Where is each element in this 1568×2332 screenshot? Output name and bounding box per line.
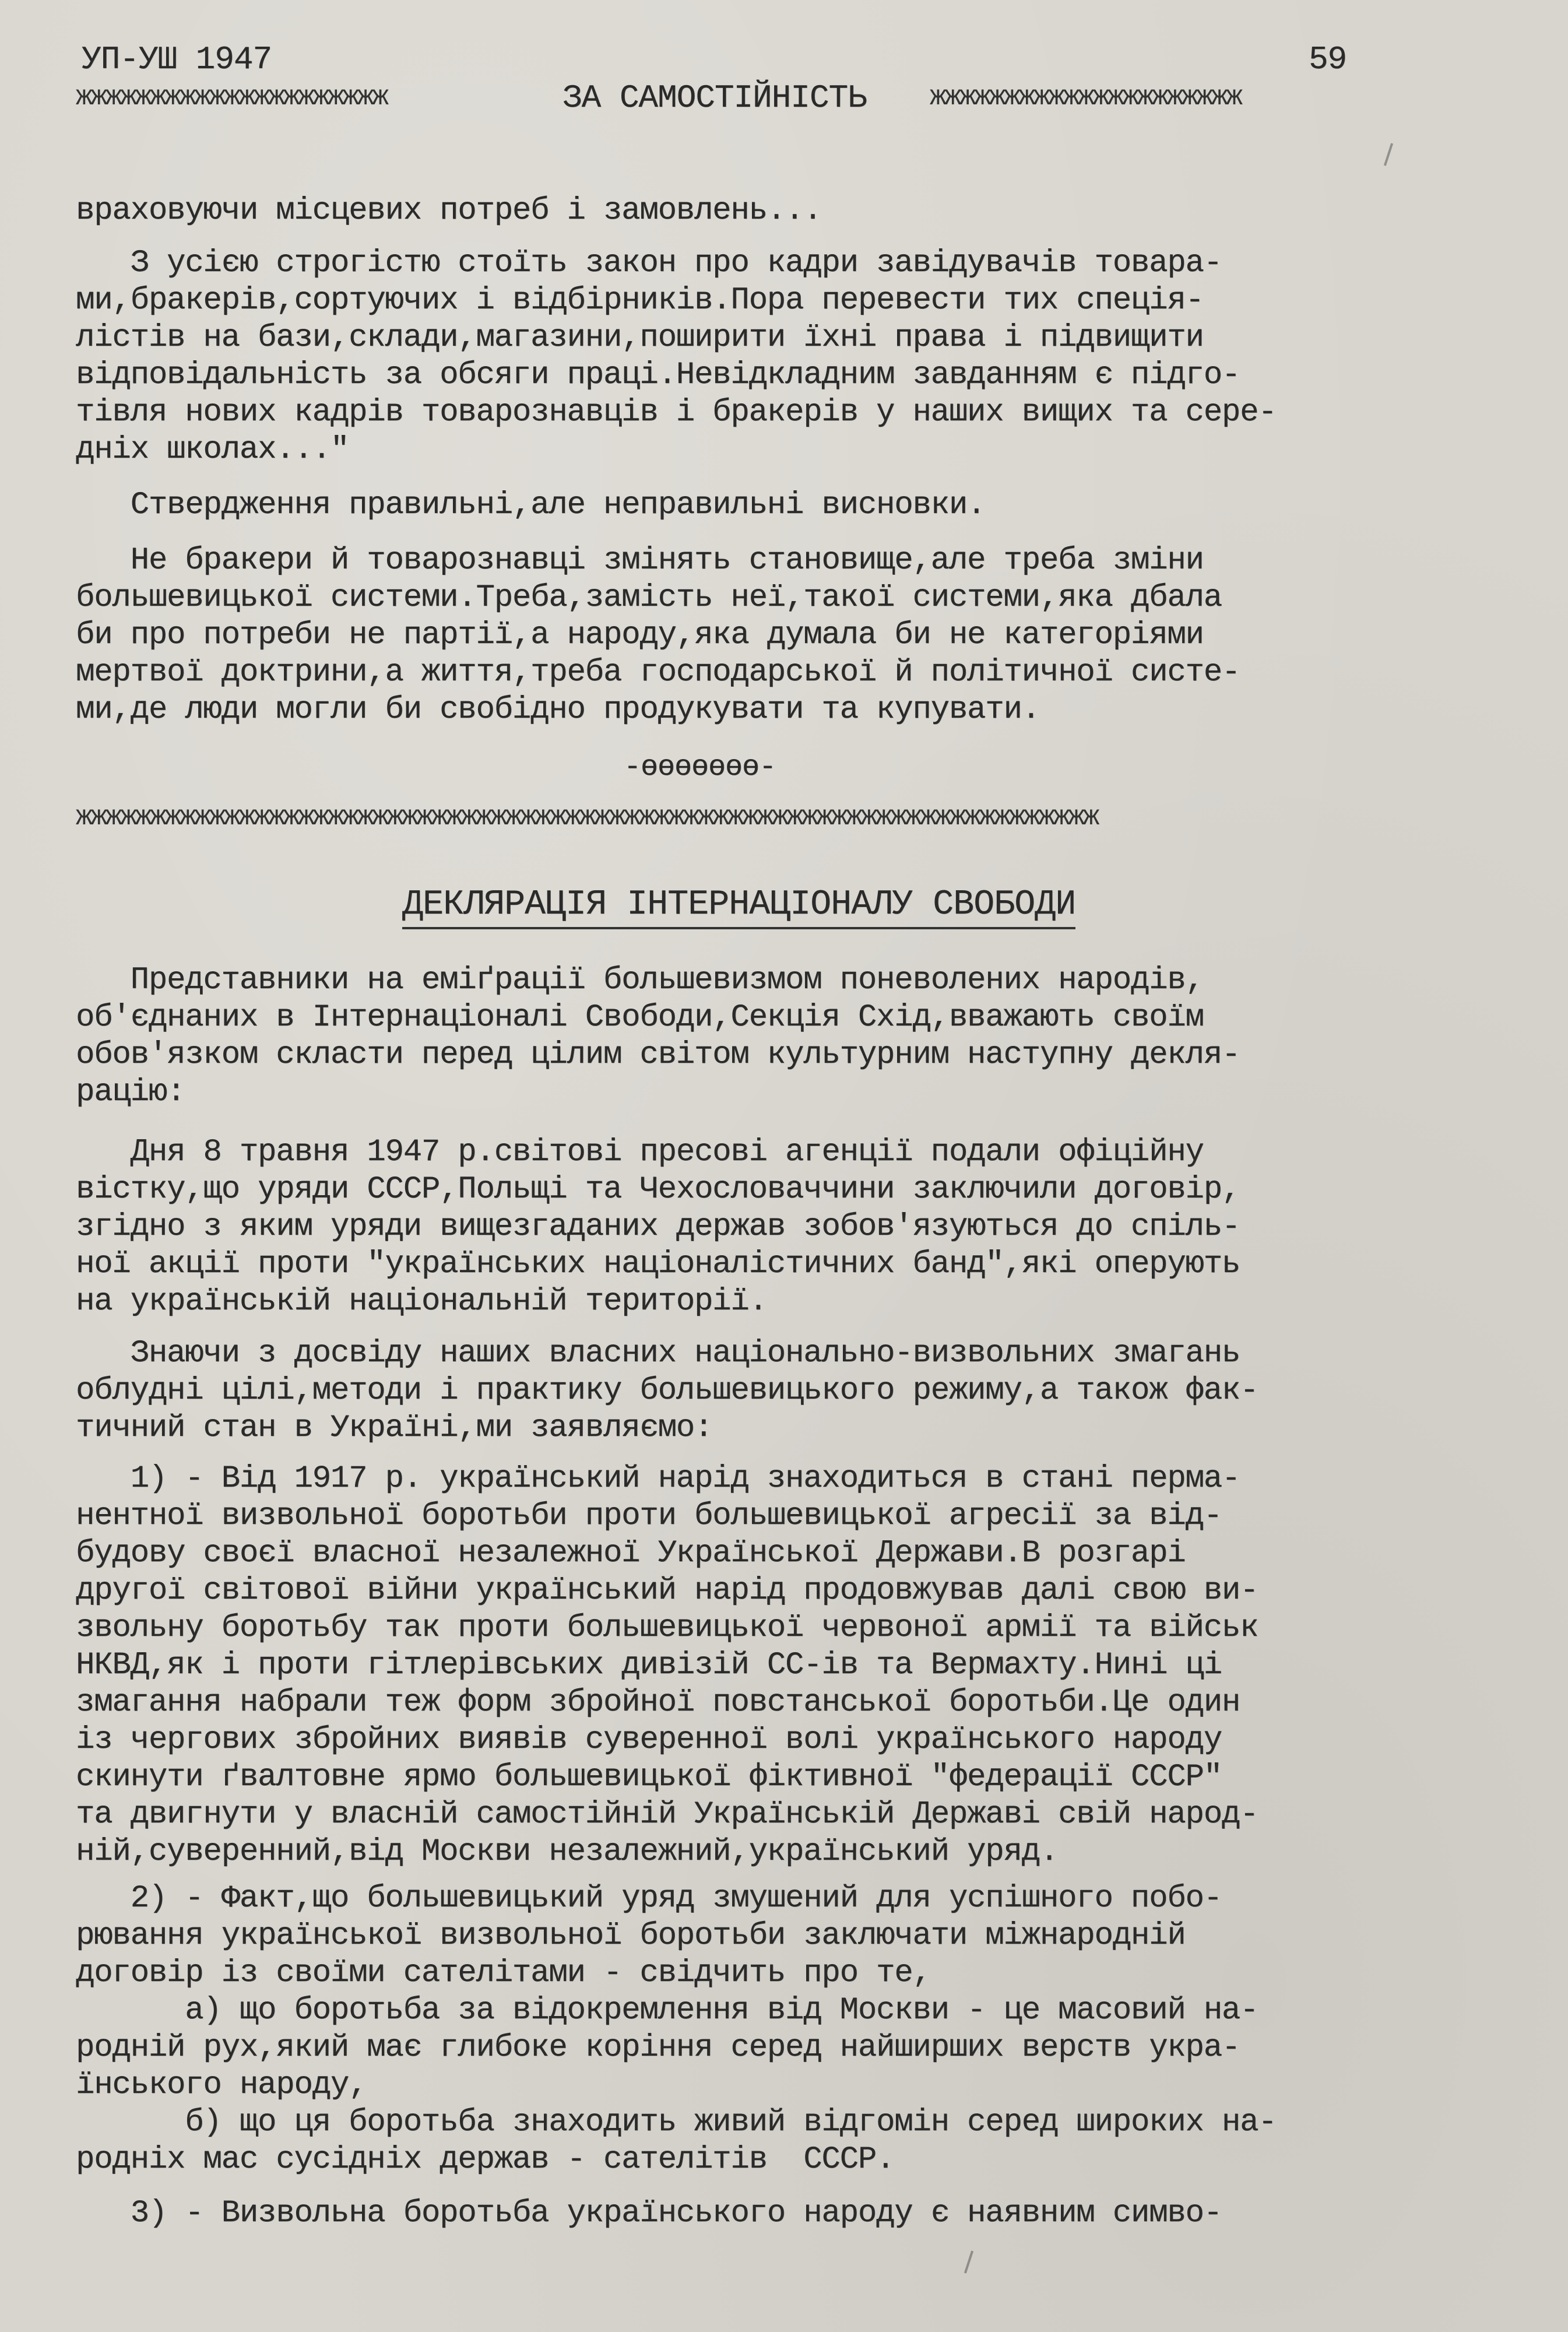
paragraph-continuation: враховуючи місцевих потреб і замовлень... [76,193,822,229]
paragraph-point-1: 1) - Від 1917 р. український нарід знаходиться в стані перма- нентної визвольної боротьби проти большевицької агресії за від- будову своєї власної незалежної Української Держави.В розгарі другої світової війни український нарід продовжував далі свою ви- звольну боротьбу так проти большевицької червоної армії та військ НКВД,як і проти гітлерівських дивізій СС-ів та Вермахту.Нині ці змагання набрали теж форм збройної повстанської боротьби.Це один із чергових збройних виявів суверенної волі українського народу скинути ґвалтовне ярмо большевицької фіктивної "федерації СССР" та двигнути у власній самостійній Українській Державі свій народ- ній,суверенний,від Москви незалежний,український уряд. [76,1461,1258,1870]
paragraph-representatives: Представники на еміґрації большевизмом поневолених народів, об'єднаних в Інтернаціоналі Свободи,Секція Схід,вважають своїм обов'язком скласти перед цілим світом культурним наступну декля- рацію: [76,963,1240,1110]
paragraph-point-3: 3) - Визвольна боротьба українського народу є наявним симво- [76,2196,1222,2231]
paragraph-may-8: Дня 8 травня 1947 р.світові пресові агенції подали офіційну вістку,що уряди СССР,Польщі та Чехословаччини заключили договір, згідно з яким уряди вищезгаданих держав зобов'язуються до спіль- ної акції проти "українських націоналістичних банд",які оперують на українській національній території. [76,1135,1240,1319]
paragraph-knowing: Знаючи з досвіду наших власних національно-визвольних змагань облудні цілі,методи і практику большевицького режиму,а також фак- тичний стан в Україні,ми заявляємо: [76,1336,1258,1446]
paragraph-cadres: З усією строгістю стоїть закон про кадри завідувачів товара- ми,бракерів,сортуючих і відбірників.Пора перевести тих спеція- лістів на бази,склади,магазини,поширити їхні права і підвищити відповідальність за обсяги праці.Невідкладним завданням є підго- тівля нових кадрів товарознавців і бракерів у наших вищих та сере- дніх школах..." [76,245,1277,468]
header-rule-left: жжжжжжжжжжжжжжжжжжжжж [76,82,387,113]
paragraph-point-2: 2) - Факт,що большевицький уряд змушений для успішного побо- рювання української визвольної боротьби заключати міжнародній договір із своїми сателітами - свідчить про те, а) що боротьба за відокремлення від Москви - це масовий на- родній рух,який має глибоке коріння серед найширших верств укра- їнського народу, б) що ця боротьба знаходить живий відгомін серед широких на- родніх мас сусідніх держав - сателітів СССР. [76,1881,1277,2178]
paragraph-system: Не бракери й товарознавці змінять становище,але треба зміни большевицької системи.Треба,замість неї,такої системи,яка дбала би про потреби не партії,а народу,яка думала би не категоріями мертвої доктрини,а життя,треба господарської й політичної систе- ми,де люди могли би свобідно продукувати та купувати. [76,543,1240,728]
section-separator: -өөөөөөө- [624,751,776,784]
header-date: УП-УШ 1947 [82,41,272,78]
bottom-pencil-mark [964,2250,973,2273]
header-rule-right: жжжжжжжжжжжжжжжжжжжжж [930,82,1241,113]
header-rule-title: ЗА САМОСТІЙНІСТЬ [562,79,867,117]
declaration-title: ДЕКЛЯРАЦІЯ ІНТЕРНАЦІОНАЛУ СВОБОДИ [402,886,1075,929]
section-divider: жжжжжжжжжжжжжжжжжжжжжжжжжжжжжжжжжжжжжжжжжжжжжжжжжжжжжжжжжжжжжжжжжжжжж [76,802,1098,833]
paragraph-statements: Ствердження правильні,але неправильні висновки. [76,487,986,523]
margin-pencil-mark [1384,143,1393,166]
page-number: 59 [1309,41,1346,78]
